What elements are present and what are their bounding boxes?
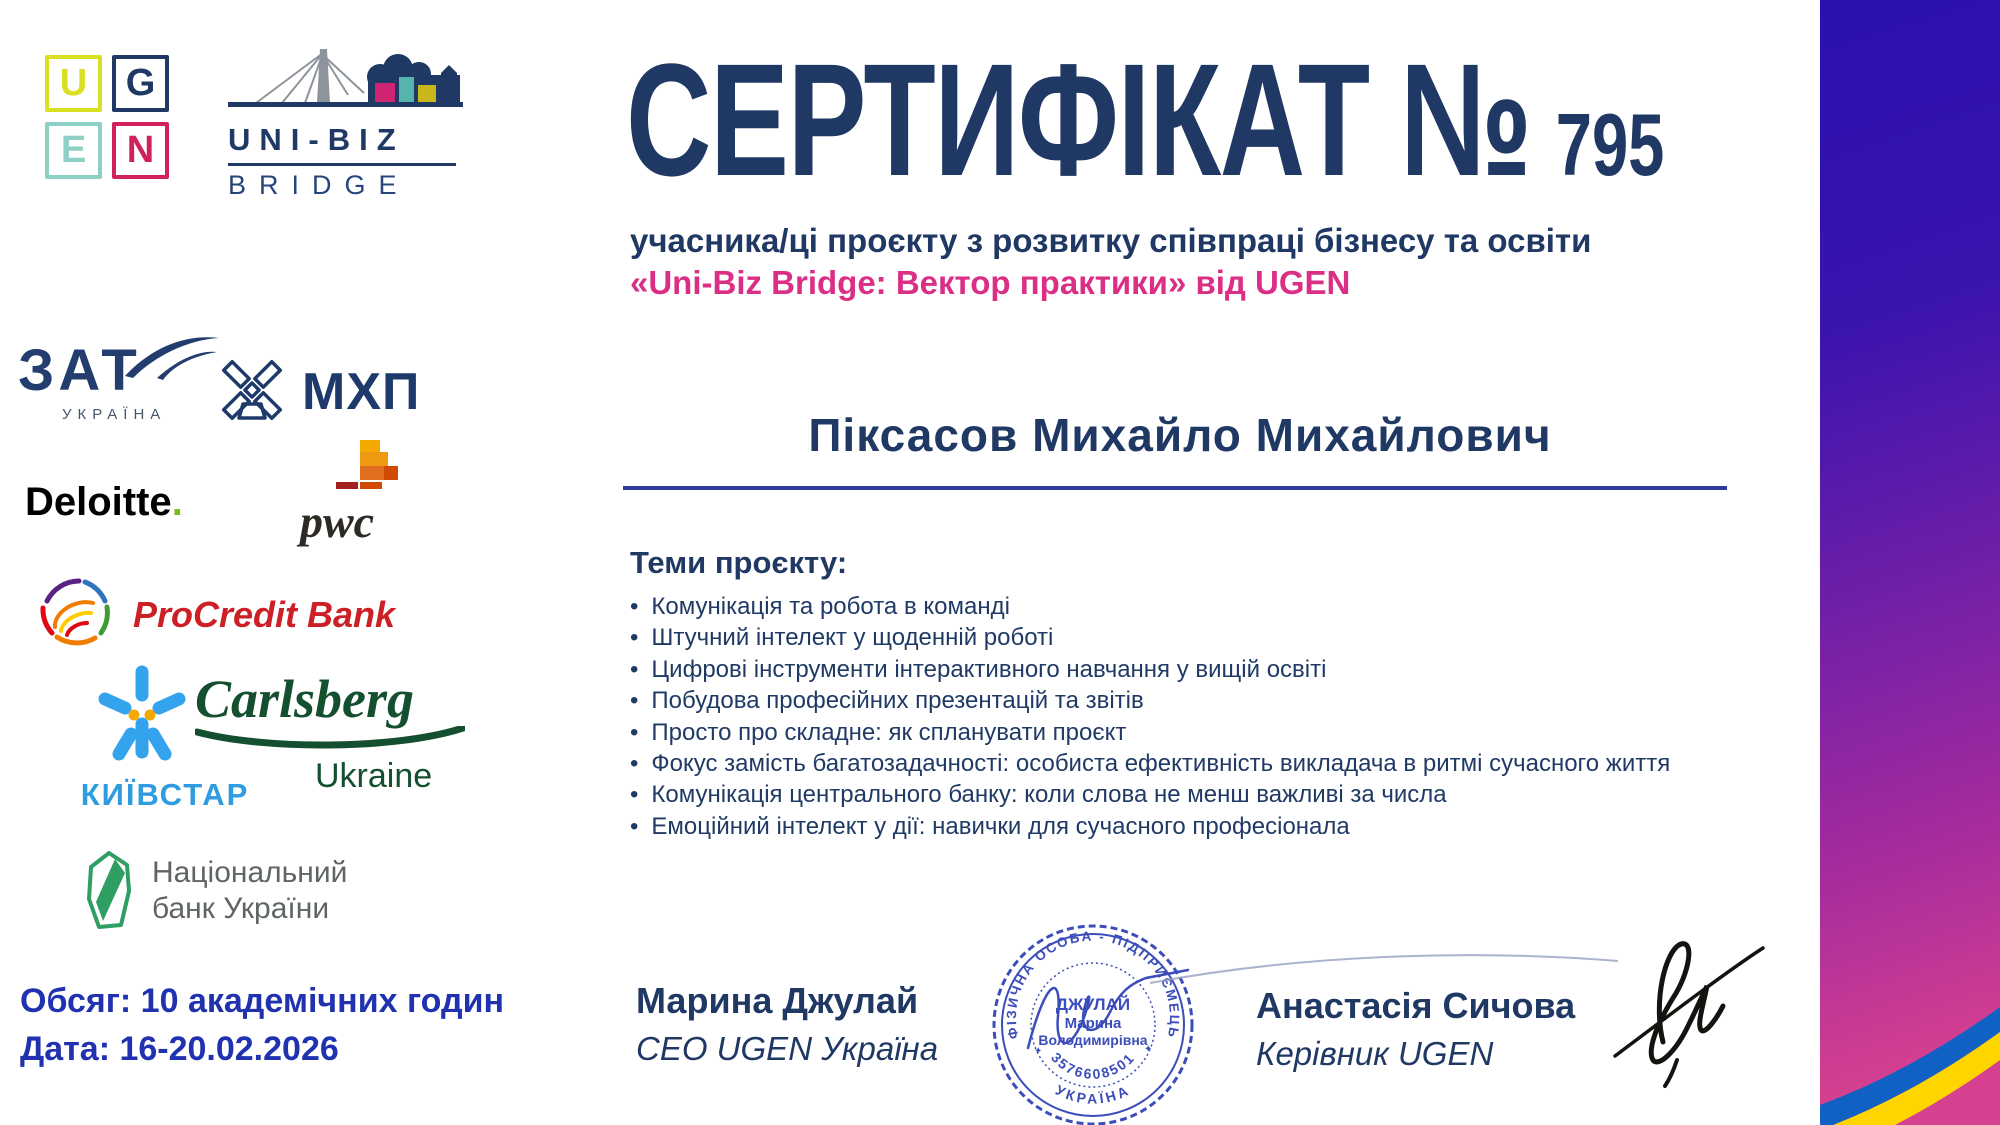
stamp-star-left: ✦: [1034, 1046, 1043, 1057]
deloitte-logo: [25, 480, 183, 525]
windmill-icon: [212, 352, 292, 432]
certificate-title: СЕРТИФІКАТ №: [626, 30, 1531, 209]
recipient-name: Піксасов Михайло Михайлович: [808, 409, 1552, 461]
topic-item-4: • Побудова професійних презентацій та звітів: [630, 685, 1670, 716]
signature-image: [1585, 930, 1770, 1090]
ugen-letter-g: G: [112, 55, 169, 112]
topic-item-7: • Комунікація центрального банку: коли слова не менш важливі за числа: [630, 779, 1670, 810]
bat-swoosh-icon: [123, 330, 223, 382]
flag-ribbon: [1820, 895, 2000, 1125]
nbu-label: [152, 855, 347, 927]
topic-item-5: • Просто про складне: як спланувати проєкт: [630, 717, 1670, 748]
signer-right-role: Керівник UGEN: [1256, 1035, 1494, 1072]
topic-item-6: • Фокус замість багатозадачності: особиста ефективність викладача в ритмі сучасного життя: [630, 748, 1670, 779]
signer-left-block: [636, 980, 938, 1068]
ugen-logo: [45, 55, 169, 179]
unibiz-divider: [228, 163, 456, 166]
nbu-logo: [82, 850, 347, 932]
procredit-wordmark: ProCredit Bank: [133, 594, 396, 635]
topics-list: [630, 591, 1670, 842]
signer-right-name: Анастасія Сичова: [1256, 985, 1576, 1026]
svg-text:3576608501: [1048, 1049, 1138, 1082]
kyivstar-wordmark: КИЇВСТАР: [80, 777, 250, 812]
signer-left-name: Марина Джулай: [636, 980, 919, 1021]
bat-logo: [18, 338, 218, 423]
carlsberg-logo: [195, 669, 475, 796]
deloitte-green-dot: .: [171, 480, 183, 524]
certificate-number: 795: [1555, 95, 1665, 194]
pwc-blocks-icon: [332, 438, 404, 494]
accent-bar: [1820, 0, 2000, 1125]
unibiz-bridge-word: BRIDGE: [228, 170, 410, 200]
stamp-patronymic: Володимирівна: [1038, 1032, 1148, 1048]
carlsberg-ukraine-label: Ukraine: [315, 757, 433, 795]
stamp-ring-text: ФІЗИЧНА ОСОБА - ПІДПРИЄМЕЦЬ: [1003, 928, 1183, 1041]
ugen-letter-u: U: [45, 55, 102, 112]
topic-item-3: • Цифрові інструменти інтерактивного навчання у вищій освіті: [630, 654, 1670, 685]
volume-text: Обсяг: 10 академічних годин: [20, 982, 505, 1020]
signer-left-role: CEO UGEN Україна: [636, 1030, 939, 1067]
stamp-surname: ДЖУЛАЙ: [1055, 995, 1131, 1014]
topics-section: [630, 545, 1670, 842]
bat-ukraine-label: УКРАЇНА: [62, 406, 167, 423]
name-underline: [623, 486, 1727, 490]
carlsberg-swash: [195, 726, 465, 750]
globe-icon: [35, 575, 115, 655]
svg-text:УКРАЇНА: [1053, 1082, 1133, 1107]
kyivstar-star-icon: [92, 662, 192, 766]
topic-item-8: • Емоційний інтелект у дії: навички для сучасного професіонала: [630, 811, 1670, 842]
carlsberg-wordmark: Carlsberg: [195, 669, 415, 729]
nbu-emblem-icon: [82, 850, 136, 932]
deloitte-wordmark: Deloitte: [25, 480, 172, 524]
topic-item-2: • Штучний інтелект у щоденній роботі: [630, 622, 1670, 653]
mhp-wordmark: МХП: [302, 363, 421, 421]
certificate-title-row: [626, 30, 1665, 209]
nbu-label-line1: Національний: [152, 856, 348, 889]
stamp-country: УКРАЇНА: [1053, 1081, 1133, 1107]
certificate-subtitle: учасника/ці проєкту з розвитку співпраці бізнесу та освіти: [630, 222, 1592, 259]
bat-wordmark: ЗАТ: [18, 338, 141, 403]
ugen-letter-n: N: [112, 122, 169, 179]
unibiz-wordmark: UNI-BIZ: [228, 122, 405, 157]
stamp-number: 3576608501: [1048, 1049, 1138, 1083]
mhp-logo: [212, 352, 420, 432]
pwc-wordmark: pwc: [300, 496, 375, 547]
ugen-letter-e: E: [45, 122, 102, 179]
signature-tail-line: [1150, 945, 1620, 990]
unibiz-logo: [228, 45, 463, 201]
project-name: «Uni-Biz Bridge: Вектор практики» від UGEN: [630, 264, 1351, 301]
nbu-label-line2: банк України: [152, 892, 330, 925]
bridge-skyline-icon: [228, 45, 463, 111]
topic-item-1: • Комунікація та робота в команді: [630, 591, 1670, 622]
stamp-star-right: ✦: [1144, 1044, 1153, 1055]
procredit-logo: [35, 575, 395, 655]
date-text: Дата: 16-20.02.2026: [20, 1030, 339, 1068]
signer-right-block: [1256, 985, 1575, 1073]
pwc-logo: [300, 438, 450, 545]
topics-heading: Теми проєкту:: [630, 545, 848, 580]
stamp-firstname: Марина: [1064, 1015, 1122, 1032]
